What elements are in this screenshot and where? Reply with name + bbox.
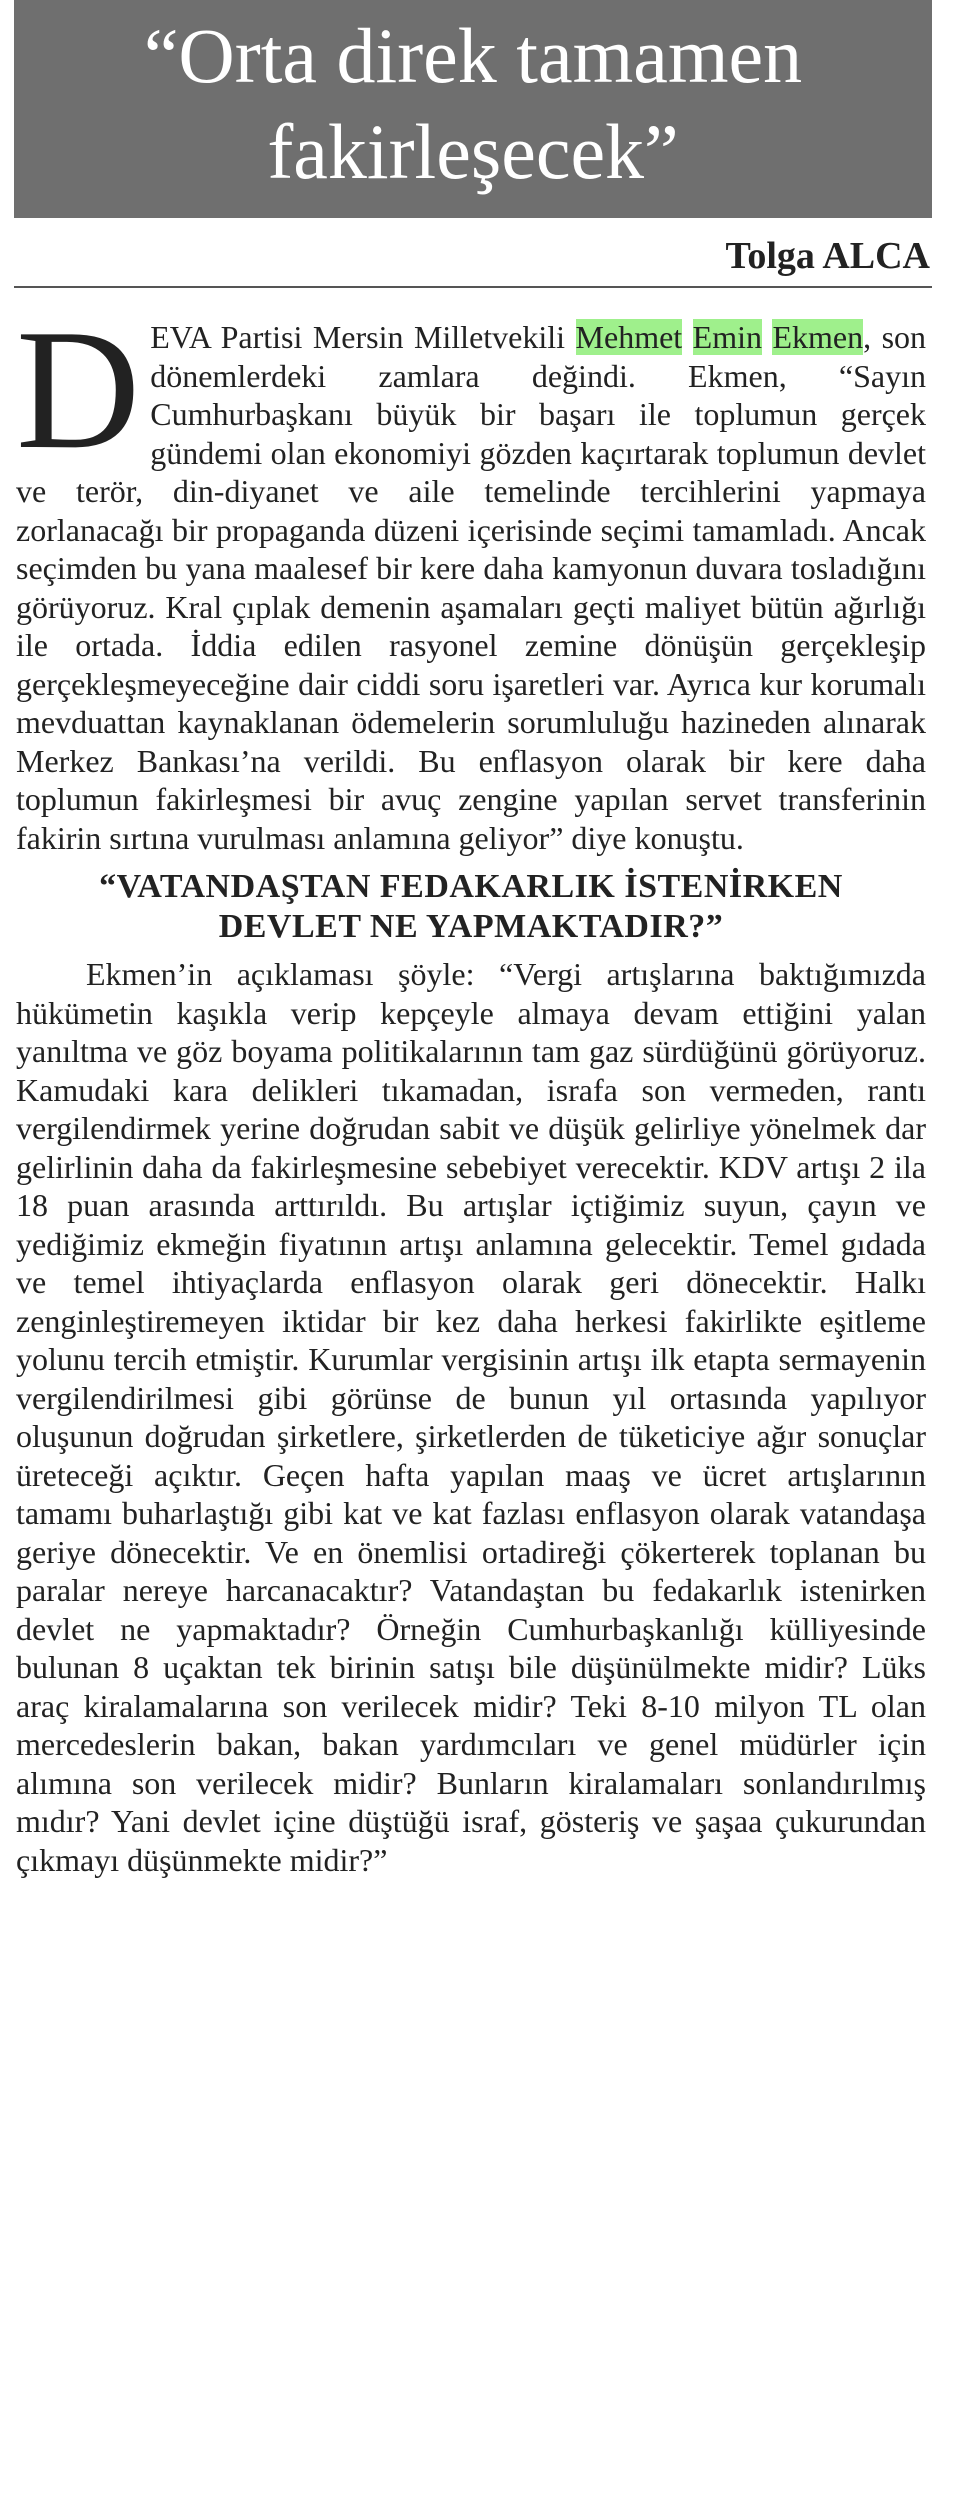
headline-line-1: “Orta direk tamamen: [143, 12, 803, 99]
intro-lead-text: EVA Partisi Mersin Milletvekili: [150, 319, 576, 355]
headline-banner: [14, 0, 932, 218]
highlighted-name-last: Ekmen: [772, 319, 864, 355]
subheading-line-2: DEVLET NE YAPMAKTADIR?”: [218, 908, 724, 945]
body-paragraph: Ekmen’in açıklaması şöyle: “Vergi artışlarına baktığımızda hükümetin kaşıkla verip kepçeyle almaya devam ettiğini yalan yanıltma ve göz boyama politikalarının tam gaz sürdüğünü görüyoruz. Kamudaki kara delikleri tıkamadan, israfa son vermeden, rantı vergilendirmek yerine doğrudan sabit ve düşük gelirliye yönelmek dar gelirlinin daha da fakirleşmesine sebebiyet verecektir. KDV artışı 2 ila 18 puan arasında arttırıldı. Bu artışlar içtiğimiz suyun, çayın ve yediğimiz ekmeğin fiyatının artışı anlamına gelecektir. Temel gıdada ve temel ihtiyaçlarda enflasyon olarak geri dönecektir. Halkı zenginleştiremeyen iktidar bir kez daha herkesi fakirlikte eşitleme yolunu tercih etmiştir. Kurumlar vergisinin artışı ilk etapta sermayenin vergilendirilmesi gibi görünse de bunun yıl ortasında yapılıyor oluşunun doğrudan şirketlere, şirketlerden de tüketiciye ağır sonuçlar üreteceği açıktır. Geçen hafta yapılan maaş ve ücret artışlarının tamamı buharlaştığı gibi kat ve kat fazlası enflasyon olarak vatandaşa geriye dönecektir. Ve en önemlisi ortadireği çökerterek toplanan bu paralar nereye harcanacaktır? Vatandaştan bu fedakarlık istenirken devlet ne yapmaktadır? Örneğin Cumhurbaşkanlığı külliyesinde bulunan 8 uçaktan tek birinin satışı bile düşünülmekte midir? Lüks araç kiralamalarına son verilecek midir? Teki 8-10 milyon TL olan mercedeslerin bakan, bakan yardımcıları ve genel müdürler için alımına son verilecek midir? Bunların kiralamaları sonlandırılmış mıdır? Yani devlet içine düştüğü israf, gösteriş ve şaşaa çukurundan çıkmayı düşünmekte midir?”: [16, 956, 926, 1878]
section-subheading: [16, 867, 926, 947]
intro-paragraph: [16, 295, 927, 857]
subheading-line-1: “VATANDAŞTAN FEDAKARLIK İSTENİRKEN: [99, 868, 843, 905]
intro-body-text: , son dönemlerdeki zamlara değindi. Ekmen, “Sayın Cumhurbaşkanı büyük bir başarı ile toplumun gerçek gündemi olan ekonomiyi gözden kaçırtarak toplumun devlet ve terör, din-diyanet ve aile temelinde tercihlerini yapmaya zorlanacağı bir propaganda düzeni içerisinde seçimi tamamladı. Ancak seçimden bu yana maalesef bir kere daha kamyonun duvara tosladığını görüyoruz. Kral çıplak demenin aşamaları geçti maliyet bütün ağırlığı ile ortada. İddia edilen rasyonel zemine dönüşün gerçekleşip gerçekleşmeyeceğine dair ciddi soru işaretleri var. Ayrıca kur korumalı mevduattan kaynaklanan ödemelerin sorumluluğu hazineden alınarak Merkez Bankası’na verildi. Bu enflasyon olarak bir kere daha toplumun fakirleşmesi bir avuç zengine yapılan servet transferinin fakirin sırtına vurulması anlamına geliyor” diye konuştu.: [16, 319, 927, 856]
article-body: [16, 295, 927, 1879]
byline-divider: [14, 286, 932, 288]
headline-line-2: fakirleşecek”: [267, 108, 679, 195]
author-byline: Tolga ALCA: [725, 235, 930, 277]
highlighted-name-first: Mehmet: [575, 319, 683, 355]
drop-cap: D: [16, 295, 141, 485]
highlighted-name-middle: Emin: [692, 319, 762, 355]
